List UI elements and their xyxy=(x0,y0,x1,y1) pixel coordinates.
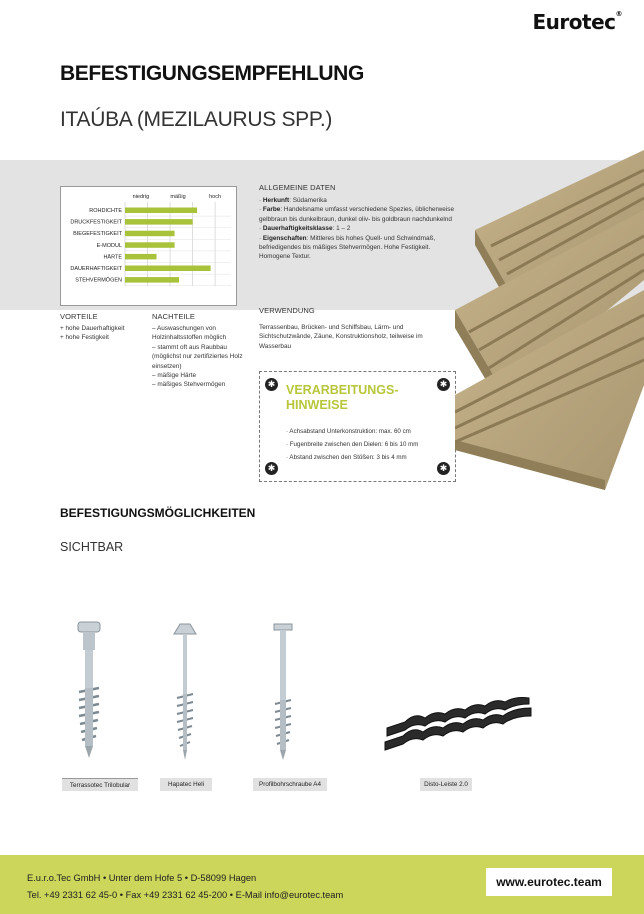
disadvantages-title: NACHTEILE xyxy=(152,312,195,321)
advantage-item: + hohe Festigkeit xyxy=(60,334,109,342)
property-bar xyxy=(125,254,157,260)
eurotec-logo: Eurotec® xyxy=(532,10,622,34)
level-label: niedrig xyxy=(132,194,150,200)
processing-hints-box xyxy=(259,371,456,482)
hint-item: · Achsabstand Unterkonstruktion: max. 60 cm xyxy=(286,428,411,435)
level-label: hoch xyxy=(209,194,222,200)
decking-boards-image xyxy=(455,150,644,490)
screw-head-icon: ✱ xyxy=(437,462,450,475)
property-bar xyxy=(125,277,179,283)
fastening-subtitle: SICHTBAR xyxy=(60,540,124,554)
advantages-section xyxy=(60,312,150,343)
hint-item: · Abstand zwischen den Stößen: 3 bis 4 mm xyxy=(286,454,407,461)
general-data-section xyxy=(259,183,459,262)
property-bar xyxy=(125,242,175,248)
page-title: BEFESTIGUNGSEMPFEHLUNG xyxy=(60,62,364,85)
category-label: DRUCKFESTIGKEIT xyxy=(70,219,122,226)
usage-title: VERWENDUNG xyxy=(259,306,315,315)
property-bar xyxy=(125,266,211,272)
general-data-title: ALLGEMEINE DATEN xyxy=(259,183,336,192)
property-bar xyxy=(125,208,197,214)
general-row: · Eigenschaften: Mittleres bis hohes Quell- und Schwindmaß, befriedigendes bis mäßiges Stehvermögen. Hohe Festigkeit. Homogene Textur. xyxy=(259,234,436,261)
properties-chart-svg xyxy=(61,187,238,307)
disadvantage-item: – mäßiges Stehvermögen xyxy=(152,381,226,389)
hint-item: · Fugenbreite zwischen den Dielen: 6 bis 10 mm xyxy=(286,441,419,448)
screw-head-icon: ✱ xyxy=(265,378,278,391)
footer-address xyxy=(27,870,343,904)
product-caption: Disto-Leiste 2.0 xyxy=(420,778,472,791)
category-label: STEHVERMÖGEN xyxy=(75,277,122,284)
general-row: · Farbe: Handelsname umfasst verschiedene Spezies, üblicherweise gelbbraun bis dunkelbraun, dunkel oliv- bis goldbraun nachdunkelnd xyxy=(259,206,455,223)
footer xyxy=(0,855,644,914)
footer-contact-line: Tel. +49 2331 62 45-0 • Fax +49 2331 62 45-200 • E-Mail info@eurotec.team xyxy=(27,890,344,900)
product-caption: Profilbohrschraube A4 xyxy=(253,778,327,791)
advantage-item: + hohe Dauerhaftigkeit xyxy=(60,325,125,332)
fastening-title: BEFESTIGUNGSMÖGLICHKEITEN xyxy=(60,506,256,520)
product-caption: Hapatec Heli xyxy=(160,778,212,791)
footer-address-line: E.u.r.o.Tec GmbH • Unter dem Hofe 5 • D-58099 Hagen xyxy=(27,873,257,883)
general-row: · Herkunft: Südamerika xyxy=(259,197,327,204)
category-label: ROHDICHTE xyxy=(89,208,122,214)
property-bar xyxy=(125,219,193,225)
usage-text: Terrassenbau, Brücken- und Schiffsbau, Lärm- und Sichtschutzwände, Zäune, Konstruktionsholz, teilweise im Wasserbau xyxy=(259,324,423,350)
usage-section xyxy=(259,306,449,351)
properties-chart xyxy=(60,186,237,306)
terrassotec-trilobular-screw-image xyxy=(74,620,104,760)
category-label: E-MODUL xyxy=(96,242,122,249)
disadvantage-item: – Auswaschungen von Holzinhaltsstoffen möglich xyxy=(152,325,227,342)
category-label: BIEGEFESTIGKEIT xyxy=(73,231,122,238)
processing-hints-title: VERARBEITUNGS- HINWEISE xyxy=(286,383,399,412)
hapatec-heli-screw-image xyxy=(172,622,198,762)
disadvantage-item: – mäßige Härte xyxy=(152,372,197,380)
advantages-title: VORTEILE xyxy=(60,312,98,321)
general-row: · Dauerhaftigkeitsklasse: 1 – 2 xyxy=(259,225,351,233)
level-label: mäßig xyxy=(170,194,186,200)
profilbohrschraube-a4-screw-image xyxy=(270,622,296,762)
screw-head-icon: ✱ xyxy=(265,462,278,475)
product-caption: Terrassotec Trilobular xyxy=(62,778,138,791)
disadvantage-item: – stammt oft aus Raubbau (möglichst nur zertifiziertes Holz einsetzen) xyxy=(152,343,243,370)
disadvantages-section xyxy=(152,312,247,390)
website-link[interactable]: www.eurotec.team xyxy=(486,868,612,896)
page-subtitle: ITAÚBA (MEZILAURUS SPP.) xyxy=(60,108,333,131)
screw-head-icon: ✱ xyxy=(437,378,450,391)
disto-leiste-spacer-image xyxy=(383,696,533,756)
category-label: DAUERHAFTIGKEIT xyxy=(70,266,122,272)
property-bar xyxy=(125,231,175,237)
category-label: HÄRTE xyxy=(103,254,122,261)
